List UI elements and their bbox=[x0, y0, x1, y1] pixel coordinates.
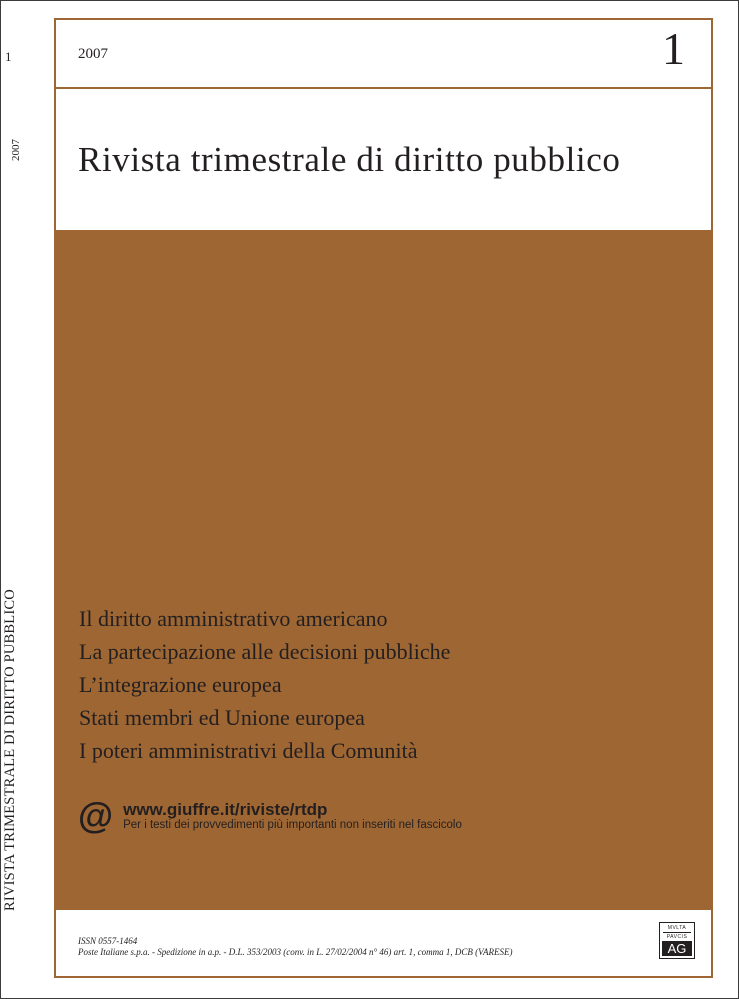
topic-item: Stati membri ed Unione europea bbox=[79, 705, 365, 730]
topic-item: La partecipazione alle decisioni pubbliche bbox=[79, 639, 451, 664]
topics-list bbox=[79, 602, 450, 767]
logo-top-text: MVLTA bbox=[667, 925, 687, 931]
spine-year: 2007 bbox=[10, 139, 22, 161]
logo-divider bbox=[663, 932, 691, 933]
web-reference bbox=[78, 795, 462, 836]
journal-title: Rivista trimestrale di diritto pubblico bbox=[78, 140, 621, 179]
topic-item: I poteri amministrativi della Comunità bbox=[79, 738, 418, 763]
topic-item: L’integrazione europea bbox=[79, 672, 282, 697]
brown-content-panel bbox=[56, 230, 711, 910]
web-url-link[interactable]: www.giuffre.it/riviste/rtdp bbox=[123, 799, 328, 819]
issn-block bbox=[78, 936, 512, 958]
spine-title: RIVISTA TRIMESTRALE DI DIRITTO PUBBLICO bbox=[2, 589, 18, 911]
cover-frame bbox=[54, 18, 713, 978]
web-note: Per i testi dei provvedimenti più importanti non inseriti nel fascicolo bbox=[123, 818, 462, 831]
topic-item: Il diritto amministrativo americano bbox=[79, 606, 388, 631]
web-text bbox=[123, 801, 462, 832]
cover-header bbox=[56, 20, 711, 89]
at-sign-icon: @ bbox=[78, 795, 114, 836]
cover-year: 2007 bbox=[78, 46, 108, 62]
cover-footer bbox=[56, 910, 711, 975]
spine-issue-number: 1 bbox=[5, 49, 12, 64]
postal-notice: Poste Italiane s.p.a. - Spedizione in a.p. - D.L. 353/2003 (conv. in L. 27/02/2004 n° 46) art. 1, comma 1, DCB (VARESE) bbox=[78, 947, 513, 957]
issn-number: ISSN 0557-1464 bbox=[78, 936, 138, 946]
publisher-logo bbox=[659, 922, 695, 959]
cover-issue-number: 1 bbox=[662, 23, 685, 74]
logo-mark: AG bbox=[662, 941, 692, 956]
logo-middle-text: PAVCIS bbox=[666, 934, 688, 940]
